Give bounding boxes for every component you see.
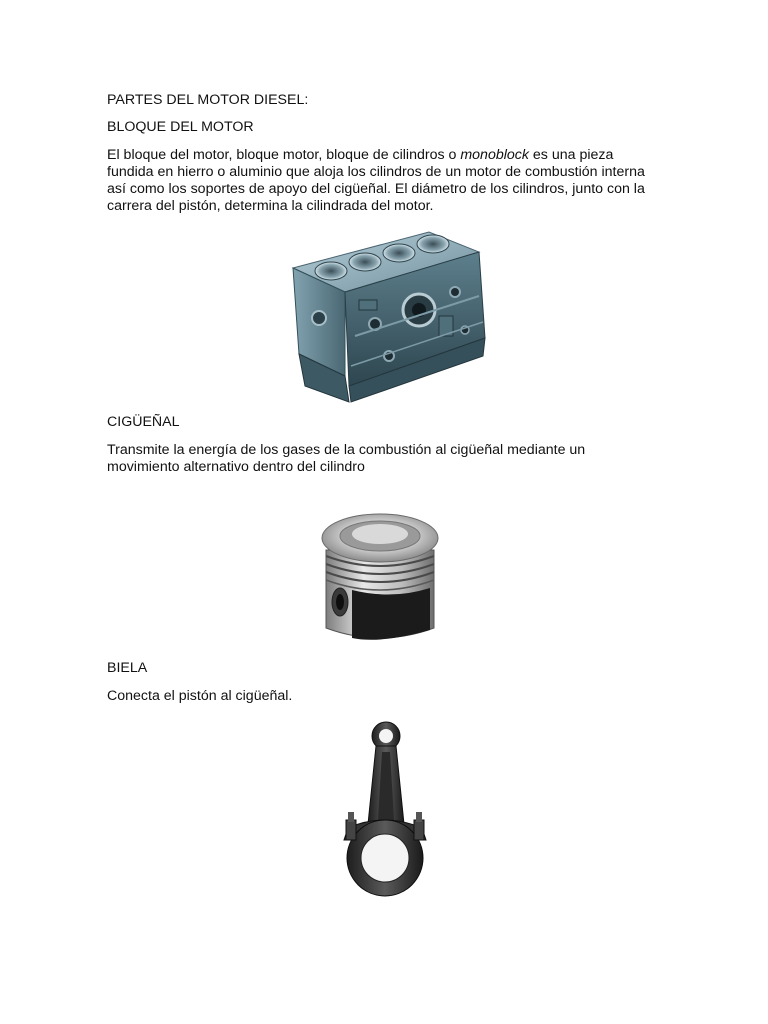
piston-image bbox=[280, 490, 480, 650]
connecting-rod-image bbox=[318, 716, 450, 900]
section-text-biela: Conecta el pistón al cigüeñal. bbox=[107, 688, 293, 704]
section-heading-biela: BIELA bbox=[107, 660, 148, 676]
section-heading-ciguenal: CIGÜEÑAL bbox=[107, 414, 180, 430]
section-text-bloque bbox=[107, 147, 652, 215]
text-before-italic: El bloque del motor, bloque motor, bloque de cilindros o bbox=[107, 147, 461, 163]
text-after-italic: es una pieza fundida en hierro o aluminio que aloja los cilindros de un motor de combustión interna así como los soportes de apoyo del cigüeñal. El diámetro de los cilindros, junto con la carrera del pistón, determina la cilindrada del motor. bbox=[107, 147, 645, 214]
section-heading-bloque: BLOQUE DEL MOTOR bbox=[107, 119, 254, 135]
document-title: PARTES DEL MOTOR DIESEL: bbox=[107, 92, 309, 108]
italic-term: monoblock bbox=[460, 147, 529, 163]
engine-block-image bbox=[279, 226, 491, 406]
section-text-ciguenal: Transmite la energía de los gases de la combustión al cigüeñal mediante un movimiento alternativo dentro del cilindro bbox=[107, 442, 586, 475]
